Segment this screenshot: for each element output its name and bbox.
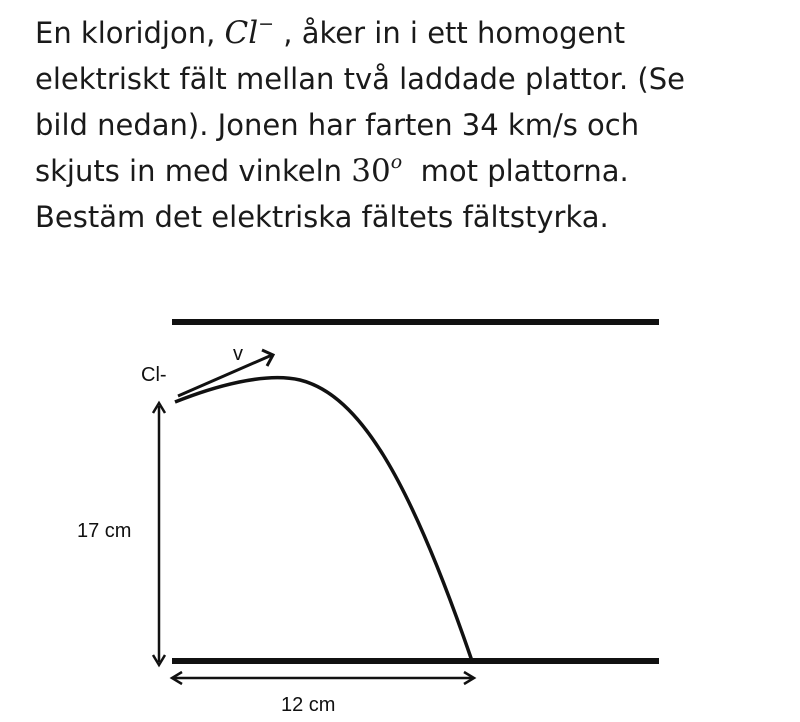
angle-degree-mark: o — [390, 151, 403, 173]
text-segment: skjuts in med vinkeln — [35, 154, 352, 188]
velocity-arrow — [178, 350, 273, 396]
text-segment: En kloridjon, — [35, 16, 225, 50]
width-label: 12 cm — [281, 694, 336, 716]
problem-line-2: elektriskt fält mellan två laddade plattor. (Se — [35, 62, 685, 96]
height-dimension-arrow — [153, 403, 165, 665]
text-segment: mot plattorna. — [402, 154, 629, 188]
height-label: 17 cm — [77, 520, 132, 542]
problem-line-3: bild nedan). Jonen har farten 34 km/s och — [35, 108, 640, 142]
width-dimension-arrow — [172, 672, 474, 684]
ion-trajectory — [175, 378, 472, 661]
ion-charge: − — [258, 13, 275, 35]
ion-base: Cl — [224, 15, 259, 51]
ion-label: Cl- — [141, 364, 167, 386]
text-segment: , åker in i ett homogent — [274, 16, 626, 50]
velocity-label: v — [233, 343, 243, 365]
angle-number: 30 — [351, 153, 391, 189]
problem-line-5: Bestäm det elektriska fältets fältstyrka. — [35, 200, 609, 234]
